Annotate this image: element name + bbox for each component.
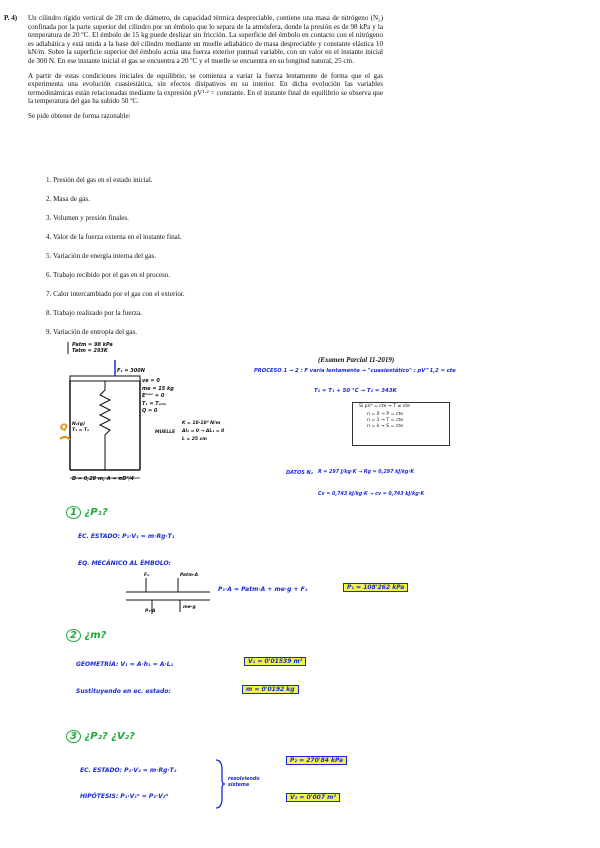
diagram-atm-labels: Patm = 98 kPa Tatm = 293K [72,342,113,354]
diagram-gas-labels: N₂(g) T₁ = Tₐ [72,422,90,433]
question-item: 2. Masa de gas. [46,195,90,203]
question-item: 7. Calor intercambiado por el gas con el exterior. [46,290,185,298]
section-2-result-2: m = 0'0192 kg [242,686,299,693]
section-1-equation: P₁·A = Patm·A + me·g + F₁ [218,586,308,593]
question-item: 1. Presión del gas en el estado inicial. [46,176,153,184]
question-item: 9. Variación de entropía del gas. [46,328,138,336]
gas-constants: R = 297 J/kg·K → Rg = 0,297 kJ/kg·K Cv = 0,743 kJ/kg·K → cv = 0,743 kJ/kg·K [318,470,425,497]
polytropic-box: Si pVⁿ = cte → T ≠ cte n = 0 → P = cte n = 1 → T = cte n = k → S = cte [352,402,450,446]
section-3-result-1: P₂ = 270'84 kPa [286,757,347,764]
diagram-piston-props: ve = 0 me = 15 kg Eᵐᵉᶜ = 0 T₁ = Tₐₜₘ Q = 0 [142,378,174,414]
section-1-heading: 1 ¿P₁? [66,507,108,518]
system-brace [214,758,226,810]
question-item: 4. Valor de la fuerza externa en el instante final. [46,233,182,241]
force-fe: Fₑ [144,573,150,578]
section-2-result-1: V₁ = 0'01539 m³ [244,658,306,665]
question-item: 5. Variación de energía interna del gas. [46,252,157,260]
piston-force-diagram [118,574,218,616]
section-1-result: P₁ = 108'262 kPa [343,584,408,591]
question-item: 8. Trabajo realizado por la fuerza. [46,309,142,317]
question-list [46,176,185,347]
spring-label: MUELLE [155,430,176,435]
section-3-result-2: V₂ = 0'007 m³ [286,794,340,801]
heat-label: Q [60,423,68,433]
section-2-heading: 2 ¿m? [66,630,106,641]
section-3-line-2: HIPÓTESIS: P₁·V₁ⁿ = P₂·V₂ⁿ [80,793,169,800]
force-patm: Patm·A [180,573,199,578]
t2-note: T₂ = T₁ + 50 °C → T₂ = 343K [314,388,397,394]
section-1-line-1: EC. ESTADO: P₁·V₁ = m·Rg·T₁ [78,533,175,540]
problem-label: P. 4) [4,14,18,22]
section-2-line-2: Sustituyendo en ec. estado: [76,688,171,695]
process-note: PROCESO 1 → 2 : F varía lentamente → "cuasiestático" : pV^1,2 = cte [254,368,456,374]
problem-paragraph-2: A partir de estas condiciones iniciales de equilibrio, se comienza a variar la fuerza lentamente de forma que el gas experimenta una evolución cuasiestática, sin efectos disipativos en su interior. En dicha evolución las variables termodinámicas están relacionadas mediante la expresión pV¹·² = constante. En el instante final de equilibrio se observa que la temperatura del gas ha subido 50 ºC. [28,71,383,106]
diagram-force-label: F₁ = 300N [117,368,145,374]
section-3-heading: 3 ¿P₂? ¿V₂? [66,731,135,742]
force-pa: P₁·A [145,609,156,614]
problem-paragraph-1: Un cilindro rígido vertical de 28 cm de diámetro, de capacidad térmica despreciable, contiene una masa de nitrógeno (N₂) confinada por la parte superior del cilindro por un émbolo que lo separa de la atmósfera, donde la presión es de 98 kPa y la temperatura de 20 ºC. El émbolo de 15 kg puede deslizar sin fricción. La superficie del émbolo en contacto con el nitrógeno es adiabática y está unida a la base del cilindro mediante un muelle adiabático de masa despreciable y constante elástica 10 kN/m. Sobre la superficie superior del émbolo actúa una fuerza exterior puntual variable, con un valor en el instante inicial de 300 N. En ese instante inicial el gas se encuentra a 20 ºC y el muelle se encuentra en su longitud natural, 25 cm. [28,14,383,65]
spring-values: K = 10·10³ N/m Δl₁ = 0 → ΔL₁ = 0 L = 25 cm [182,421,225,442]
question-item: 3. Volumen y presión finales. [46,214,129,222]
force-mg: me·g [183,605,196,610]
data-label: DATOS N₂ [286,470,313,476]
question-item: 6. Trabajo recibido por el gas en el proceso. [46,271,171,279]
problem-paragraph-3: Se pide obtener de forma razonable: [28,111,131,120]
section-1-line-2: EQ. MECÁNICO AL ÉMBOLO: [78,560,171,567]
diameter-label: D = 0,28 m, A = πD²/4 [72,476,134,482]
problem-statement [28,14,383,127]
exam-label: (Examen Parcial 11-2019) [318,356,395,364]
section-2-line-1: GEOMETRÍA: V₁ = A·h₁ = A·L₁ [76,661,174,668]
section-3-line-1: EC. ESTADO: P₂·V₂ = m·Rg·T₂ [80,767,177,774]
system-brace-label: resolviendo sistema [228,777,260,788]
